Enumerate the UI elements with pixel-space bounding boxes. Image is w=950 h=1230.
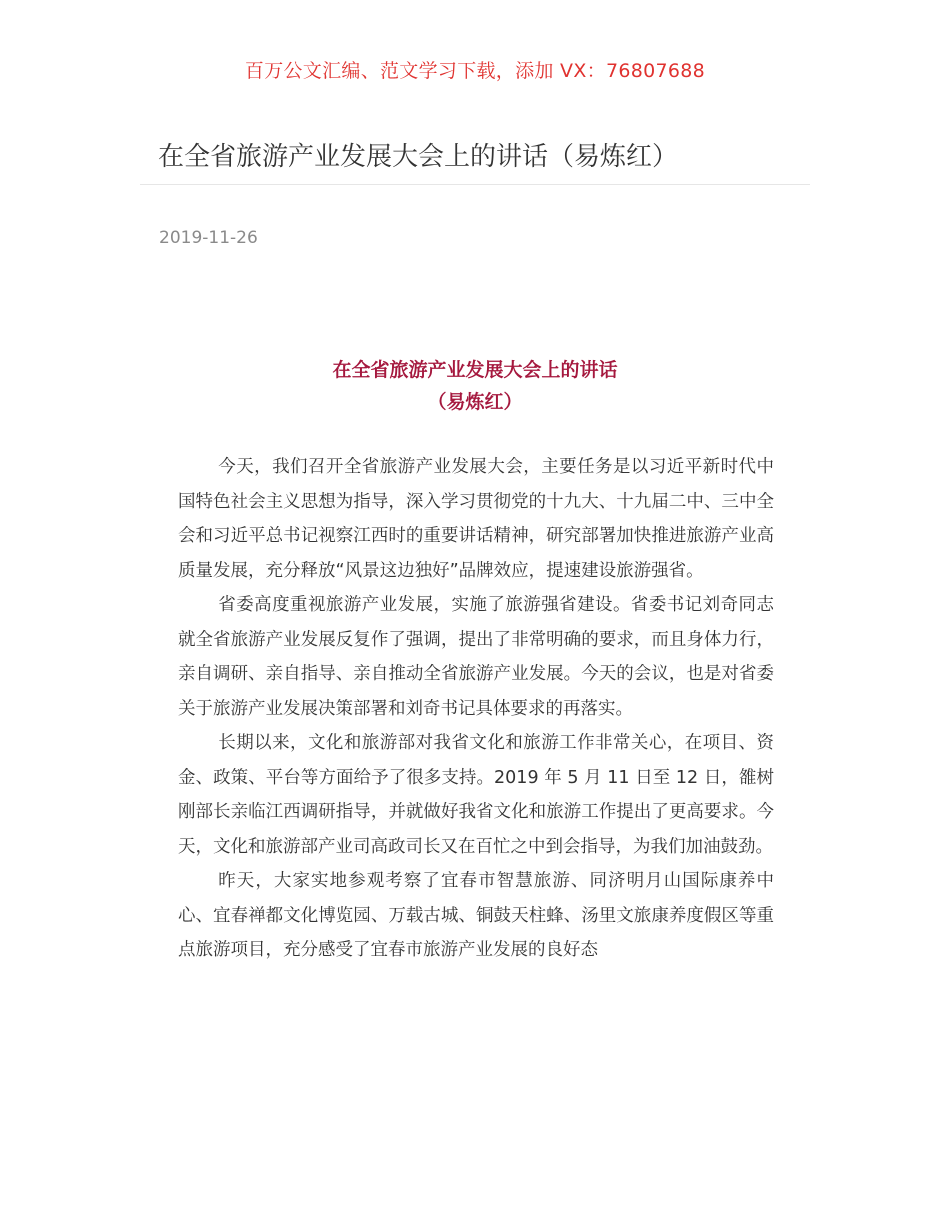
body-paragraph: 省委高度重视旅游产业发展，实施了旅游强省建设。省委书记刘奇同志就全省旅游产业发展反复作了强调，提出了非常明确的要求，而且身体力行，亲自调研、亲自指导、亲自推动全省旅游产业发展。今天的会议，也是对省委关于旅游产业发展决策部署和刘奇书记具体要求的再落实。: [178, 595, 774, 719]
body-paragraph: 今天，我们召开全省旅游产业发展大会，主要任务是以习近平新时代中国特色社会主义思想为指导，深入学习贯彻党的十九大、十九届二中、三中全会和习近平总书记视察江西时的重要讲话精神，研究部署加快推进旅游产业高质量发展，充分释放“风景这边独好”品牌效应，提速建设旅游强省。: [178, 457, 774, 581]
article-heading-speaker: （易炼红）: [427, 391, 523, 413]
title-divider: [140, 184, 810, 185]
article-heading: [0, 354, 950, 418]
body-paragraph: 昨天，大家实地参观考察了宜春市智慧旅游、同济明月山国际康养中心、宜春禅都文化博览园、万载古城、铜鼓天柱蜂、汤里文旅康养度假区等重点旅游项目，充分感受了宜春市旅游产业发展的良好态: [178, 871, 774, 960]
post-date: 2019-11-26: [159, 228, 258, 248]
body-paragraph: 长期以来，文化和旅游部对我省文化和旅游工作非常关心，在项目、资金、政策、平台等方面给予了很多支持。2019 年 5 月 11 日至 12 日，雒树刚部长亲临江西调研指导，并就做好我省文化和旅游工作提出了更高要求。今天，文化和旅游部产业司高政司长又在百忙之中到会指导，为我们加油鼓劲。: [178, 733, 774, 857]
article-heading-title: 在全省旅游产业发展大会上的讲话: [332, 359, 618, 381]
download-banner: 百万公文汇编、范文学习下载，添加 VX：76807688: [244, 60, 706, 82]
article-body: [178, 450, 774, 968]
page-title: 在全省旅游产业发展大会上的讲话（易炼红）: [158, 142, 679, 172]
